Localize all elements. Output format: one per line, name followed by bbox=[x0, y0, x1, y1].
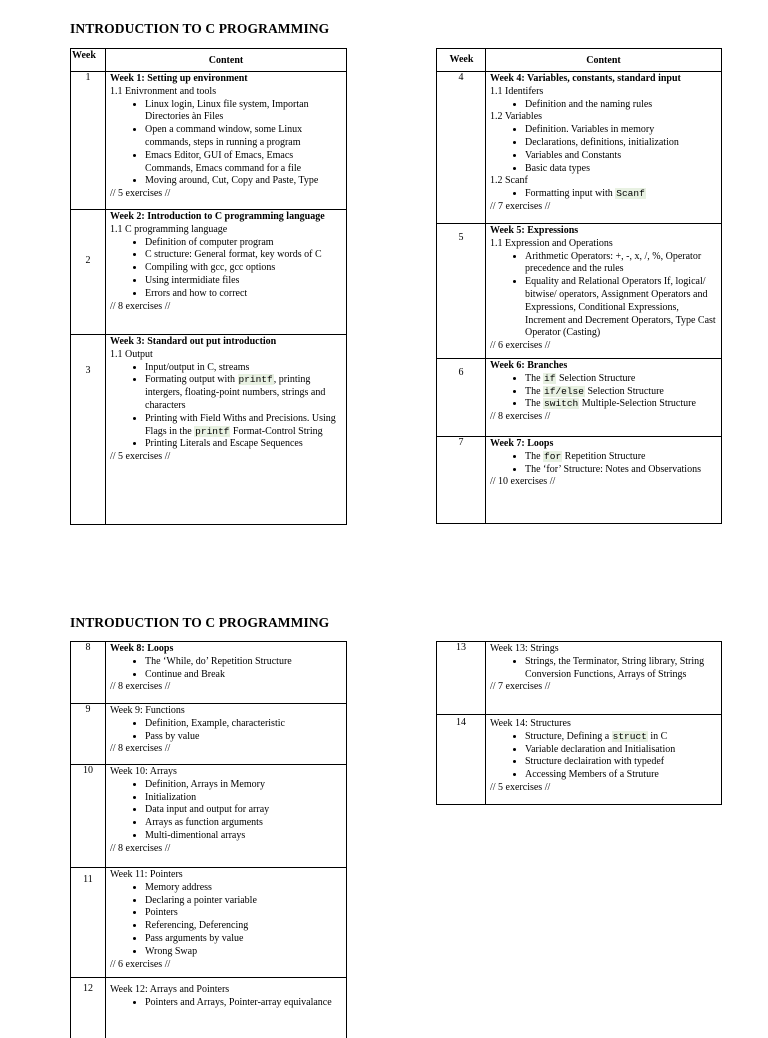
week-number: 7 bbox=[437, 437, 486, 524]
list-item: • Definition. Variables in memory bbox=[525, 124, 717, 137]
week-title: Week 8: Loops bbox=[110, 643, 174, 654]
exercise-count: // 8 exercises // bbox=[110, 300, 171, 312]
list-item: • Linux login, Linux file system, Importan Directories àn Files bbox=[145, 99, 342, 125]
list-item: • The switch Multiple-Selection Structure bbox=[525, 398, 717, 411]
exercise-count: // 10 exercises // bbox=[490, 476, 556, 488]
list-item: • Definition, Example, characteristic bbox=[145, 718, 342, 731]
exercise-count: // 6 exercises // bbox=[490, 340, 551, 352]
week-number: 3 bbox=[71, 335, 106, 525]
exercise-count: // 8 exercises // bbox=[110, 681, 171, 693]
list-item: • Arrays as function arguments bbox=[145, 817, 342, 830]
week-title: Week 5: Expressions bbox=[490, 225, 579, 236]
section-heading: 1.1 Expression and Operations bbox=[490, 237, 613, 249]
table-row bbox=[437, 642, 722, 715]
section-heading: 1.2 Scanf bbox=[490, 175, 528, 187]
list-item: • The if Selection Structure bbox=[525, 373, 717, 386]
section-heading: 1.1 Identifers bbox=[490, 85, 544, 97]
topic-list bbox=[110, 99, 342, 189]
table-row bbox=[71, 765, 347, 868]
week-content bbox=[106, 72, 347, 210]
week-number: 14 bbox=[437, 715, 486, 805]
list-item: • Formatting input with Scanf bbox=[525, 188, 717, 201]
week-content bbox=[106, 642, 347, 704]
week-number: 8 bbox=[71, 642, 106, 704]
table-row bbox=[437, 224, 722, 359]
list-item: • Wrong Swap bbox=[145, 946, 342, 959]
list-item: • Multi-dimentional arrays bbox=[145, 830, 342, 843]
topic-list bbox=[490, 124, 717, 175]
list-item: • Pointers and Arrays, Pointer-array equivalance bbox=[145, 997, 342, 1010]
syllabus-table-weeks-13-14 bbox=[436, 641, 722, 805]
topic-list bbox=[110, 882, 342, 959]
list-item: • Input/output in C, streams bbox=[145, 362, 342, 375]
list-item: • Using intermidiate files bbox=[145, 275, 342, 288]
week-number: 6 bbox=[437, 359, 486, 437]
topic-list bbox=[490, 656, 717, 682]
list-item: • Continue and Break bbox=[145, 669, 342, 682]
topic-list bbox=[110, 718, 342, 744]
topic-list bbox=[490, 99, 717, 112]
week-content bbox=[106, 704, 347, 765]
week-number: 11 bbox=[71, 868, 106, 978]
list-item: • Compiling with gcc, gcc options bbox=[145, 262, 342, 275]
list-item: • Data input and output for array bbox=[145, 804, 342, 817]
list-item: • Arithmetic Operators: +, -, x, /, %, Operator precedence and the rules bbox=[525, 251, 717, 277]
week-number: 13 bbox=[437, 642, 486, 715]
list-item: • Moving around, Cut, Copy and Paste, Type bbox=[145, 175, 342, 188]
page-title: INTRODUCTION TO C PROGRAMMING bbox=[70, 615, 330, 630]
exercise-count: // 6 exercises // bbox=[110, 958, 171, 970]
section-heading: 1.1 Output bbox=[110, 348, 153, 360]
list-item: • Pointers bbox=[145, 907, 342, 920]
list-item: • Equality and Relational Operators If, logical/ bitwise/ operators, Assignment Operators and Expressions, Conditional Expressions, Increment and Decrement Operators, Type Cast Operator (Casting) bbox=[525, 276, 717, 340]
list-item: • Accessing Members of a Struture bbox=[525, 769, 717, 782]
table-row bbox=[71, 210, 347, 335]
table-row bbox=[71, 72, 347, 210]
week-content bbox=[106, 868, 347, 978]
list-item: • Printing with Field Withs and Precisions. Using Flags in the printf Format-Control String bbox=[145, 413, 342, 439]
list-item: • Definition of computer program bbox=[145, 237, 342, 250]
week-content bbox=[106, 335, 347, 525]
week-title: Week 11: Pointers bbox=[110, 869, 183, 880]
table-row bbox=[437, 359, 722, 437]
list-item: • Open a command window, some Linux commands, steps in running a program bbox=[145, 124, 342, 150]
week-number: 2 bbox=[71, 210, 106, 335]
code-if-else: if/else bbox=[544, 385, 584, 397]
list-item: • Declarations, definitions, initialization bbox=[525, 137, 717, 150]
page-title: INTRODUCTION TO C PROGRAMMING bbox=[70, 21, 330, 36]
code-if: if bbox=[544, 372, 556, 384]
week-number: 4 bbox=[437, 72, 486, 224]
code-switch: switch bbox=[544, 398, 579, 410]
topic-list bbox=[490, 451, 717, 477]
table-row bbox=[437, 437, 722, 524]
topic-list bbox=[110, 997, 342, 1010]
week-title: Week 6: Branches bbox=[490, 360, 568, 371]
topic-list bbox=[490, 188, 717, 201]
week-content bbox=[486, 642, 722, 715]
code-scanf: Scanf bbox=[616, 188, 645, 200]
list-item: • Referencing, Deferencing bbox=[145, 920, 342, 933]
code-printf: printf bbox=[238, 374, 273, 386]
syllabus-table-weeks-1-3 bbox=[70, 48, 347, 525]
exercise-count: // 5 exercises // bbox=[490, 781, 551, 793]
week-title: Week 13: Strings bbox=[490, 643, 559, 654]
list-item: • The if/else Selection Structure bbox=[525, 386, 717, 399]
week-content bbox=[486, 72, 722, 224]
list-item: • Initialization bbox=[145, 792, 342, 805]
table-row bbox=[71, 642, 347, 704]
week-content bbox=[486, 359, 722, 437]
list-item: • Definition, Arrays in Memory bbox=[145, 779, 342, 792]
list-item: • Variable declaration and Initialisation bbox=[525, 744, 717, 757]
list-item: • Definition and the naming rules bbox=[525, 99, 717, 112]
topic-list bbox=[490, 251, 717, 341]
week-title: Week 12: Arrays and Pointers bbox=[110, 984, 230, 995]
topic-list bbox=[110, 237, 342, 301]
table-row bbox=[437, 72, 722, 224]
exercise-count: // 7 exercises // bbox=[490, 681, 551, 693]
list-item: • Basic data types bbox=[525, 163, 717, 176]
list-item: • The ‘for’ Structure: Notes and Observations bbox=[525, 464, 717, 477]
week-content bbox=[106, 765, 347, 868]
topic-list bbox=[490, 373, 717, 411]
week-title: Week 7: Loops bbox=[490, 438, 554, 449]
topic-list bbox=[110, 362, 342, 452]
section-heading: 1.1 C programming language bbox=[110, 223, 228, 235]
section-heading: 1.1 Enivronment and tools bbox=[110, 85, 217, 97]
table-row bbox=[71, 868, 347, 978]
list-item: • Printing Literals and Escape Sequences bbox=[145, 438, 342, 451]
exercise-count: // 5 exercises // bbox=[110, 188, 171, 200]
exercise-count: // 5 exercises // bbox=[110, 451, 171, 463]
exercise-count: // 8 exercises // bbox=[110, 743, 171, 755]
list-item: • C structure: General format, key words of C bbox=[145, 249, 342, 262]
exercise-count: // 8 exercises // bbox=[110, 842, 171, 854]
week-title: Week 4: Variables, constants, standard input bbox=[490, 73, 681, 84]
header-week: Week bbox=[71, 49, 106, 72]
week-title: Week 10: Arrays bbox=[110, 766, 177, 777]
list-item: • Errors and how to correct bbox=[145, 288, 342, 301]
exercise-count: // 8 exercises // bbox=[490, 411, 551, 423]
week-content bbox=[486, 224, 722, 359]
list-item: • Variables and Constants bbox=[525, 150, 717, 163]
syllabus-table-weeks-8-12 bbox=[70, 641, 347, 1038]
header-content: Content bbox=[486, 49, 722, 72]
list-item: • Strings, the Terminator, String library, String Conversion Functions, Arrays of Strings bbox=[525, 656, 717, 682]
syllabus-table-weeks-4-7 bbox=[436, 48, 722, 524]
header-content: Content bbox=[106, 49, 347, 72]
list-item: • Memory address bbox=[145, 882, 342, 895]
week-content bbox=[106, 978, 347, 1038]
code-for: for bbox=[544, 450, 562, 462]
code-struct: struct bbox=[612, 730, 647, 742]
list-item: • Pass arguments by value bbox=[145, 933, 342, 946]
list-item: • Emacs Editor, GUI of Emacs, Emacs Commands, Emacs command for a file bbox=[145, 150, 342, 176]
list-item: • Pass by value bbox=[145, 731, 342, 744]
table-row bbox=[71, 704, 347, 765]
section-heading: 1.2 Variables bbox=[490, 111, 543, 123]
week-content bbox=[486, 715, 722, 805]
week-title: Week 3: Standard out put introduction bbox=[110, 336, 277, 347]
table-row bbox=[437, 715, 722, 805]
week-number: 5 bbox=[437, 224, 486, 359]
week-title: Week 14: Structures bbox=[490, 718, 571, 729]
header-week: Week bbox=[437, 49, 486, 72]
table-row bbox=[71, 978, 347, 1038]
week-content bbox=[486, 437, 722, 524]
table-row bbox=[71, 335, 347, 525]
week-number: 1 bbox=[71, 72, 106, 210]
week-number: 9 bbox=[71, 704, 106, 765]
code-printf: printf bbox=[195, 425, 230, 437]
week-title: Week 9: Functions bbox=[110, 705, 185, 716]
week-title: Week 1: Setting up environment bbox=[110, 73, 248, 84]
list-item: • Declaring a pointer variable bbox=[145, 895, 342, 908]
topic-list bbox=[490, 731, 717, 782]
list-item: • The ‘While, do’ Repetition Structure bbox=[145, 656, 342, 669]
list-item: • Structure, Defining a struct in C bbox=[525, 731, 717, 744]
week-title: Week 2: Introduction to C programming language bbox=[110, 211, 325, 222]
list-item: • The for Repetition Structure bbox=[525, 451, 717, 464]
week-content bbox=[106, 210, 347, 335]
list-item: • Formating output with printf, printing intergers, floating-point numbers, strings and characters bbox=[145, 374, 342, 412]
list-item: • Structure declairation with typedef bbox=[525, 756, 717, 769]
week-number: 10 bbox=[71, 765, 106, 868]
exercise-count: // 7 exercises // bbox=[490, 200, 551, 212]
topic-list bbox=[110, 656, 342, 682]
topic-list bbox=[110, 779, 342, 843]
week-number: 12 bbox=[71, 978, 106, 1038]
